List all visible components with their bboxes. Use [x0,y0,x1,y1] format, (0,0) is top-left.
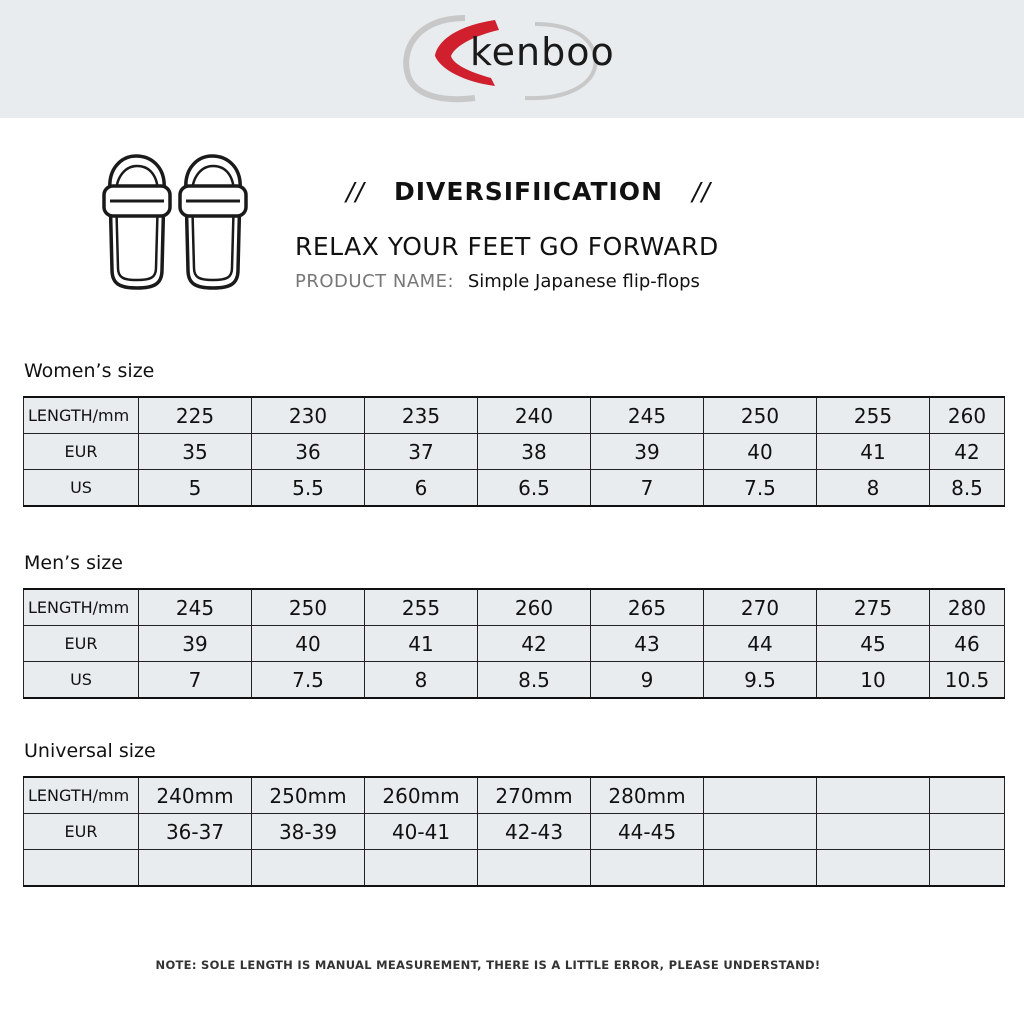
table-cell: 7.5 [252,662,365,699]
table-cell: 8 [817,470,930,507]
row-header: EUR [24,626,139,662]
table-cell: 42 [930,434,1005,470]
mens-size-table [23,588,1005,699]
table-cell: 40 [252,626,365,662]
table-cell: 260 [930,397,1005,434]
table-cell [817,814,930,850]
table-cell: 275 [817,589,930,626]
universal-empty-row [24,850,1005,887]
table-cell: 38-39 [252,814,365,850]
table-cell: 7 [139,662,252,699]
universal-eur-row [24,814,1005,850]
table-cell: 44 [704,626,817,662]
table-cell [704,777,817,814]
table-cell [817,777,930,814]
table-cell: 280mm [591,777,704,814]
row-header: LENGTH/mm [24,589,139,626]
mens-size-title: Men’s size [24,552,123,574]
table-cell: 250mm [252,777,365,814]
table-cell [817,850,930,887]
measurement-note: NOTE: SOLE LENGTH IS MANUAL MEASUREMENT, THERE IS A LITTLE ERROR, PLEASE UNDERSTAND! [155,958,821,972]
table-cell: 260mm [365,777,478,814]
product-line [295,271,700,292]
table-cell: 245 [139,589,252,626]
table-cell: 9.5 [704,662,817,699]
table-cell: 40 [704,434,817,470]
row-header [24,850,139,887]
table-cell: 5 [139,470,252,507]
table-cell: 255 [817,397,930,434]
table-cell: 8 [365,662,478,699]
table-cell: 36 [252,434,365,470]
table-cell: 7 [591,470,704,507]
table-cell: 43 [591,626,704,662]
headline-left-slash: // [346,177,365,206]
table-cell [704,850,817,887]
row-header: LENGTH/mm [24,777,139,814]
table-cell: 245 [591,397,704,434]
table-cell: 37 [365,434,478,470]
row-header: US [24,662,139,699]
table-cell [930,777,1005,814]
table-cell: 9 [591,662,704,699]
womens-eur-row [24,434,1005,470]
mens-us-row [24,662,1005,699]
table-cell [365,850,478,887]
table-cell: 39 [591,434,704,470]
table-cell: 46 [930,626,1005,662]
table-cell: 40-41 [365,814,478,850]
slide-sandals-icon [100,150,250,295]
table-cell: 225 [139,397,252,434]
table-cell: 280 [930,589,1005,626]
table-cell: 36-37 [139,814,252,850]
table-cell [591,850,704,887]
table-cell: 265 [591,589,704,626]
table-cell: 10 [817,662,930,699]
table-cell: 260 [478,589,591,626]
row-header: LENGTH/mm [24,397,139,434]
table-cell: 8.5 [478,662,591,699]
table-cell: 6 [365,470,478,507]
product-name-value: Simple Japanese flip-flops [467,271,700,292]
row-header: EUR [24,434,139,470]
table-cell [478,850,591,887]
table-cell [930,850,1005,887]
table-cell: 8.5 [930,470,1005,507]
table-cell: 7.5 [704,470,817,507]
table-cell: 41 [365,626,478,662]
mens-length-row [24,589,1005,626]
table-cell: 42-43 [478,814,591,850]
table-cell: 250 [704,397,817,434]
product-name-label: PRODUCT NAME: [295,271,455,292]
table-cell: 250 [252,589,365,626]
table-cell: 235 [365,397,478,434]
mens-eur-row [24,626,1005,662]
table-cell: 230 [252,397,365,434]
universal-size-table [23,776,1005,887]
table-cell: 255 [365,589,478,626]
row-header: EUR [24,814,139,850]
brand-name: kenboo [470,30,615,74]
tagline: RELAX YOUR FEET GO FORWARD [295,232,719,261]
table-cell: 44-45 [591,814,704,850]
headline-text: DIVERSIFIICATION [393,177,663,206]
table-cell: 39 [139,626,252,662]
table-cell: 10.5 [930,662,1005,699]
womens-length-row [24,397,1005,434]
headline [346,177,711,206]
table-cell [139,850,252,887]
headline-right-slash: // [692,177,711,206]
womens-size-title: Women’s size [24,360,155,382]
womens-us-row [24,470,1005,507]
table-cell [252,850,365,887]
table-cell: 270mm [478,777,591,814]
table-cell [930,814,1005,850]
table-cell [704,814,817,850]
table-cell: 240mm [139,777,252,814]
row-header: US [24,470,139,507]
table-cell: 270 [704,589,817,626]
womens-size-table [23,396,1005,507]
table-cell: 35 [139,434,252,470]
table-cell: 42 [478,626,591,662]
universal-length-row [24,777,1005,814]
table-cell: 45 [817,626,930,662]
table-cell: 41 [817,434,930,470]
table-cell: 38 [478,434,591,470]
table-cell: 240 [478,397,591,434]
universal-size-title: Universal size [24,740,156,762]
table-cell: 5.5 [252,470,365,507]
table-cell: 6.5 [478,470,591,507]
